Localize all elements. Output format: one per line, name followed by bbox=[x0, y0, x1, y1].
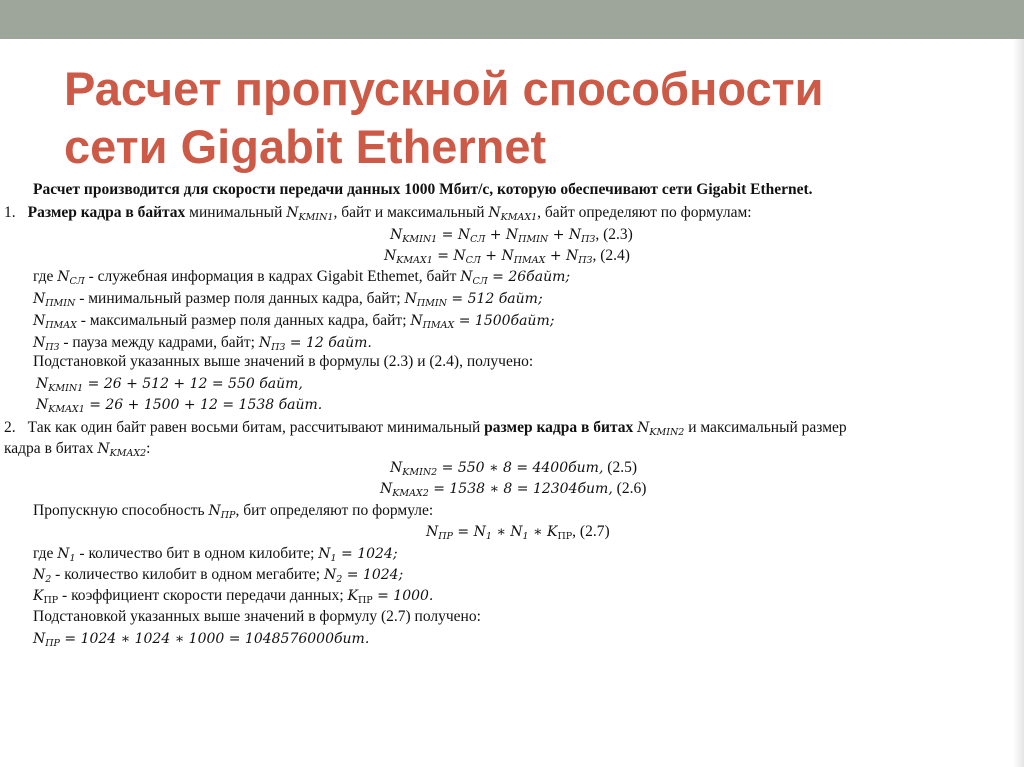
intro-text: Расчет производится для скорости передачи данных 1000 Мбит/с, которую обеспечивают сети Gigabit Ethernet. bbox=[33, 181, 813, 198]
item-2-line-2: кадра в битах $N_{KMAX2}$: bbox=[4, 440, 151, 459]
intro-line bbox=[33, 180, 813, 200]
result-nkmax1-min: $N_{KMIN1} = 26 + 512 + 12 = 550$ байт, bbox=[36, 376, 303, 394]
throughput-intro-line: Пропускную способность $N_{ПР}$, бит определяют по формуле: bbox=[33, 502, 434, 521]
formula-2-4: $N_{KMAX1} = N_{СЛ} + N_{ПMAX} + N_{ПЗ}$, (2.4) bbox=[384, 247, 630, 266]
item-1-line bbox=[4, 203, 752, 223]
where-kpr-line: $K_{ПР}$ - коэффициент скорости передачи данных; $K_{ПР} = 1000$. bbox=[33, 587, 434, 606]
where-npz-line: $N_{ПЗ}$ - пауза между кадрами, байт; $N_{ПЗ} = 12$ байт. bbox=[33, 334, 372, 353]
item-1-text-c: , байт определяют по формулам: bbox=[537, 204, 752, 221]
slide-title-line-1: Расчет пропускной способности bbox=[64, 62, 824, 115]
item-1-number: 1. bbox=[4, 204, 16, 221]
formula-2-3: $N_{KMIN1} = N_{СЛ} + N_{ПMIN} + N_{ПЗ}$, (2.3) bbox=[390, 226, 633, 245]
formula-2-6: $N_{KMAX2} = 1538$ ∗ 8 = 12304бит, (2.6) bbox=[380, 480, 647, 499]
where-npmin-line: $N_{ПMIN}$ - минимальный размер поля данных кадра, байт; $N_{ПMIN} = 512$ байт; bbox=[33, 290, 543, 309]
where-n1-line: где $N_1$ - количество бит в одном килобите; $N_1 = 1024$; bbox=[33, 545, 398, 564]
where-n2-line: $N_2$ - количество килобит в одном мегабите; $N_2 = 1024$; bbox=[33, 566, 404, 585]
item-1-text-b: , байт и максимальный bbox=[333, 204, 489, 221]
item-1-lead: Размер кадра в байтах bbox=[27, 204, 186, 221]
nkmax1-symbol: $N_{KMAX1}$ bbox=[488, 205, 538, 223]
where-npmax-line: $N_{ПMAX}$ - максимальный размер поля данных кадра, байт; $N_{ПMAX}$ = 1500байт; bbox=[33, 312, 555, 331]
nkmin1-symbol: $N_{KMIN1}$ bbox=[286, 205, 334, 223]
substitution-2-line: Подстановкой указанных выше значений в формулу (2.7) получено: bbox=[33, 608, 481, 625]
item-1-text-a: минимальный bbox=[185, 204, 287, 221]
result-nkmax1-max: $N_{KMAX1} = 26 + 1500 + 12 = 1538$ байт. bbox=[36, 397, 323, 415]
item-2-line: 2. Так как один байт равен восьми битам, рассчитывают минимальный размер кадра в битах $N_{KMIN2}$ и максимальный размер bbox=[4, 419, 847, 438]
formula-2-7: $N_{ПР} = N_1$ ∗ $N_1$ ∗ $K_{ПР}$, (2.7) bbox=[426, 523, 610, 542]
substitution-1-line: Подстановкой указанных выше значений в формулы (2.3) и (2.4), получено: bbox=[33, 353, 534, 370]
formula-2-5: $N_{KMIN2} = 550$ ∗ 8 = 4400бит, (2.5) bbox=[390, 459, 637, 478]
slide-title-line-2: сети Gigabit Ethernet bbox=[64, 120, 547, 173]
item-2-number: 2. bbox=[4, 419, 16, 436]
where-nsl-line: где $N_{СЛ}$ - служебная информация в кадрах Gigabit Ethemet, байт $N_{СЛ}$ = 26байт; bbox=[33, 268, 571, 287]
result-npr: $N_{ПР} = 1024$ ∗ 1024 ∗ 1000 = 1048576000бит. bbox=[33, 631, 370, 649]
